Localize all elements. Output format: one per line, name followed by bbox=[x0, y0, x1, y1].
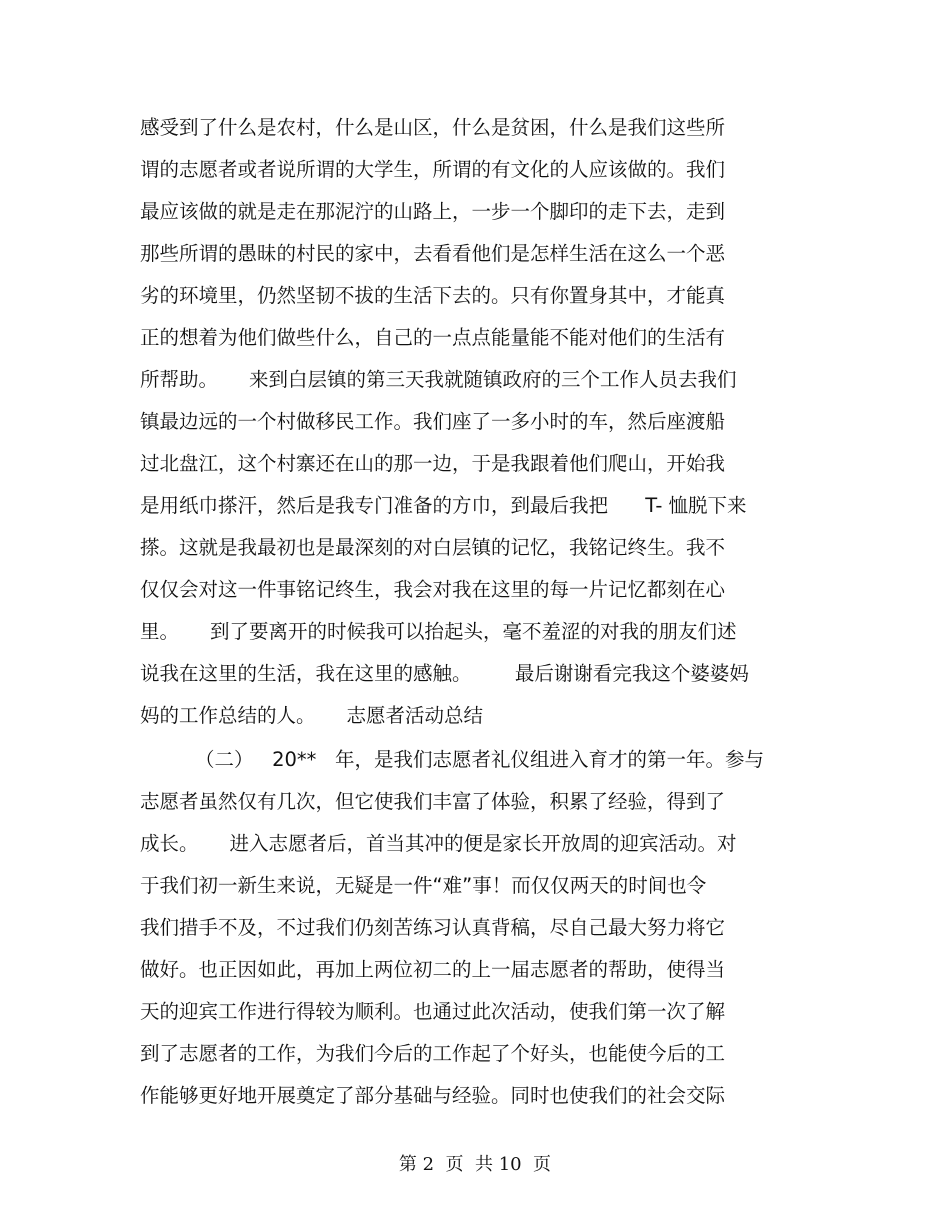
text-line: 志愿者虽然仅有几次，但它使我们丰富了体验，积累了经验，得到了 bbox=[140, 790, 726, 813]
text-line: 谓的志愿者或者说所谓的大学生，所谓的有文化的人应该做的。我们 bbox=[140, 158, 726, 181]
text-line: 是用纸巾搽汗，然后是我专门准备的方巾，到最后我把 T- 恤脱下来 bbox=[140, 494, 747, 517]
text-line: 妈的工作总结的人。 志愿者活动总结 bbox=[140, 704, 483, 727]
text-line: 过北盘江，这个村寨还在山的那一边，于是我跟着他们爬山，开始我 bbox=[140, 452, 726, 475]
text-line: 做好。也正因如此，再加上两位初二的上一届志愿者的帮助，使得当 bbox=[140, 958, 726, 981]
text-line: 所帮助。 来到白层镇的第三天我就随镇政府的三个工作人员去我们 bbox=[140, 368, 737, 391]
text-line: 作能够更好地开展奠定了部分基础与经验。同时也使我们的社会交际 bbox=[140, 1084, 726, 1107]
text-line: 感受到了什么是农村，什么是山区，什么是贫困，什么是我们这些所 bbox=[140, 116, 726, 139]
text-line: 正的想着为他们做些什么，自己的一点点能量能不能对他们的生活有 bbox=[140, 326, 726, 349]
text-line: 天的迎宾工作进行得较为顺利。也通过此次活动，使我们第一次了解 bbox=[140, 1000, 726, 1023]
text-line: 仅仅会对这一件事铭记终生，我会对我在这里的每一片记忆都刻在心 bbox=[140, 578, 726, 601]
text-line: 搽。这就是我最初也是最深刻的对白层镇的记忆，我铭记终生。我不 bbox=[140, 536, 726, 559]
text-line: 到了志愿者的工作，为我们今后的工作起了个好头，也能使今后的工 bbox=[140, 1042, 726, 1065]
page-number-footer: 第 2 页 共 10 页 bbox=[398, 1154, 552, 1175]
text-line: 最应该做的就是走在那泥泞的山路上，一步一个脚印的走下去，走到 bbox=[140, 200, 726, 223]
paragraph-heading-line: （二） 20** 年，是我们志愿者礼仪组进入育才的第一年。参与 bbox=[195, 748, 765, 771]
text-line: 里。 到了要离开的时候我可以抬起头，毫不羞涩的对我的朋友们述 bbox=[140, 620, 737, 643]
text-line: 劣的环境里，仍然坚韧不拔的生活下去的。只有你置身其中，才能真 bbox=[140, 284, 726, 307]
text-line: 那些所谓的愚昧的村民的家中，去看看他们是怎样生活在这么一个恶 bbox=[140, 242, 726, 265]
text-line: 成长。 进入志愿者后，首当其冲的便是家长开放周的迎宾活动。对 bbox=[140, 832, 737, 855]
text-line: 镇最边远的一个村做移民工作。我们座了一多小时的车，然后座渡船 bbox=[140, 410, 726, 433]
text-line: 我们措手不及，不过我们仍刻苦练习认真背稿，尽自己最大努力将它 bbox=[140, 916, 726, 939]
text-line: 说我在这里的生活，我在这里的感触。 最后谢谢看完我这个婆婆妈 bbox=[140, 662, 749, 685]
text-line: 于我们初一新生来说，无疑是一件“难”事！而仅仅两天的时间也令 bbox=[140, 874, 707, 897]
